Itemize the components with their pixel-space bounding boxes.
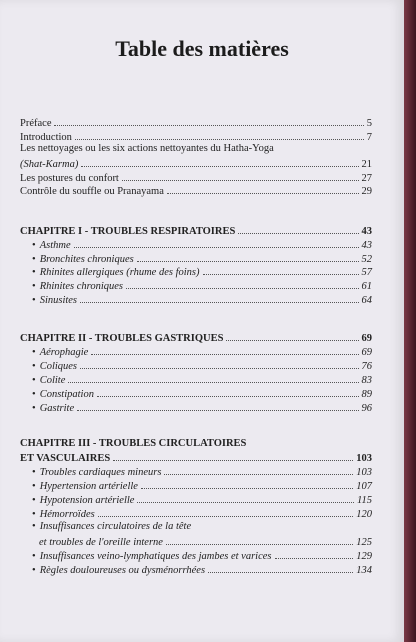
toc-subentry-label: Hémorroïdes <box>39 509 95 520</box>
toc-subentry <box>39 535 372 549</box>
leader-dots <box>126 279 359 289</box>
toc-subentry-page: 134 <box>356 565 372 576</box>
toc-subentry <box>32 479 372 493</box>
leader-dots <box>122 171 359 181</box>
leader-dots <box>164 465 353 475</box>
bullet-icon: • <box>32 361 36 372</box>
toc-subentry-label: Insuffisances circulatoires de la tête <box>39 521 192 532</box>
toc-subentry-label: Hypertension artérielle <box>39 481 138 492</box>
toc-subentry <box>32 507 372 521</box>
leader-dots <box>137 252 359 262</box>
toc-subentry <box>32 493 372 507</box>
toc-subentry-page: 52 <box>361 254 372 265</box>
toc-subentry-label-line2: et troubles de l'oreille interne <box>39 537 163 548</box>
leader-dots <box>98 507 354 517</box>
toc-subentry-label: Aérophagie <box>39 347 89 358</box>
toc-subentry-page: 69 <box>361 347 372 358</box>
toc-entry <box>20 171 372 185</box>
toc-entry-page: 27 <box>361 173 372 184</box>
bullet-icon: • <box>32 467 36 478</box>
bullet-icon: • <box>32 481 36 492</box>
toc-entry-page: 7 <box>366 132 372 143</box>
toc-subentry <box>32 252 372 266</box>
leader-dots <box>97 387 359 397</box>
toc-entry <box>20 184 372 198</box>
chapter-page: 43 <box>361 226 372 237</box>
leader-dots <box>141 479 353 489</box>
toc-subentry-label: Bronchites chroniques <box>39 254 134 265</box>
toc-subentry-page: 57 <box>361 267 372 278</box>
bullet-icon: • <box>32 281 36 292</box>
toc-subentry <box>32 563 372 577</box>
toc-entry <box>20 157 372 171</box>
toc-subentry <box>32 238 372 252</box>
toc-entry-page: 29 <box>361 186 372 197</box>
toc-entry-page: 5 <box>366 118 372 129</box>
chapter-heading <box>20 331 372 345</box>
toc-subentry <box>32 373 372 387</box>
toc-subentry-page: 43 <box>361 240 372 251</box>
toc-subentry-page: 103 <box>356 467 372 478</box>
toc-subentry <box>32 549 372 563</box>
toc-subentry <box>32 345 372 359</box>
leader-dots <box>77 401 358 411</box>
toc-subentry-page: 89 <box>361 389 372 400</box>
chapter-page: 69 <box>361 333 372 344</box>
toc-entry-label: Contrôle du souffle ou Pranayama <box>20 186 164 197</box>
leader-dots <box>80 293 358 303</box>
leader-dots <box>208 563 353 573</box>
toc-subentry-page: 96 <box>361 403 372 414</box>
leader-dots <box>238 224 358 234</box>
toc-entry <box>20 116 372 130</box>
toc-subentry-label: Règles douloureuses ou dysménorrhées <box>39 565 206 576</box>
toc-subentry-label: Rhinites chroniques <box>39 281 123 292</box>
bullet-icon: • <box>32 403 36 414</box>
toc-subentry-label: Constipation <box>39 389 94 400</box>
bullet-icon: • <box>32 495 36 506</box>
bullet-icon: • <box>32 347 36 358</box>
leader-dots <box>68 373 358 383</box>
toc-entry-label: Préface <box>20 118 52 129</box>
toc-subentry-label: Insuffisances veino-lymphatiques des jambes et varices <box>39 551 272 562</box>
toc-subentry-page: 107 <box>356 481 372 492</box>
chapter-page: 103 <box>356 453 372 464</box>
toc-subentry-label: Asthme <box>39 240 71 251</box>
toc-entry-page: 21 <box>361 159 372 170</box>
toc-subentry <box>32 265 372 279</box>
leader-dots <box>75 130 364 140</box>
chapter-title: CHAPITRE I - TROUBLES RESPIRATOIRES <box>20 226 236 237</box>
bullet-icon: • <box>32 240 36 251</box>
toc-subentry-label: Hypotension artérielle <box>39 495 135 506</box>
toc-subentry-label: Colite <box>39 375 66 386</box>
toc-subentry-label: Troubles cardiaques mineurs <box>39 467 162 478</box>
bullet-icon: • <box>32 551 36 562</box>
leader-dots <box>80 359 358 369</box>
toc-subentry-page: 64 <box>361 295 372 306</box>
bullet-icon: • <box>32 254 36 265</box>
toc-subentry-page: 115 <box>357 495 372 506</box>
toc-entry <box>20 130 372 144</box>
leader-dots <box>226 331 358 341</box>
chapter-title-line2: ET VASCULAIRES <box>20 453 111 464</box>
toc-subentry <box>32 279 372 293</box>
chapter-title: CHAPITRE II - TROUBLES GASTRIQUES <box>20 333 224 344</box>
toc-entry-label: Introduction <box>20 132 72 143</box>
bullet-icon: • <box>32 565 36 576</box>
toc-entry-label: Les postures du confort <box>20 173 119 184</box>
bullet-icon: • <box>32 267 36 278</box>
toc-entry-label-line1: Les nettoyages ou les six actions nettoyantes du Hatha-Yoga <box>20 143 274 154</box>
toc-subentry <box>32 465 372 479</box>
toc-subentry-label: Rhinites allergiques (rhume des foins) <box>39 267 200 278</box>
leader-dots <box>275 549 354 559</box>
toc-subentry <box>32 293 372 307</box>
toc-subentry-page: 120 <box>356 509 372 520</box>
leader-dots <box>167 184 359 194</box>
toc-entry-label-line2: (Shat-Karma) <box>20 159 79 170</box>
leader-dots <box>54 116 363 126</box>
bullet-icon: • <box>32 295 36 306</box>
bullet-icon: • <box>32 509 36 520</box>
chapter-heading <box>20 451 372 465</box>
toc-subentry <box>32 359 372 373</box>
toc-subentry <box>32 401 372 415</box>
toc-subentry-page: 83 <box>361 375 372 386</box>
toc-subentry <box>32 387 372 401</box>
toc-subentry-label: Gastrite <box>39 403 75 414</box>
toc-subentry-label-line1 <box>32 521 191 533</box>
toc-subentry-page: 129 <box>356 551 372 562</box>
bullet-icon: • <box>32 521 36 532</box>
leader-dots <box>137 493 354 503</box>
bullet-icon: • <box>32 389 36 400</box>
toc-subentry-page: 125 <box>356 537 372 548</box>
toc-subentry-label: Sinusites <box>39 295 78 306</box>
chapter-heading <box>20 224 372 238</box>
leader-dots <box>81 157 358 167</box>
chapter-title-line1: CHAPITRE III - TROUBLES CIRCULATOIRES <box>20 438 247 449</box>
book-cover-edge <box>404 0 416 642</box>
leader-dots <box>91 345 358 355</box>
page-title: Table des matières <box>115 36 289 61</box>
toc-subentry-page: 76 <box>361 361 372 372</box>
leader-dots <box>203 265 359 275</box>
toc-subentry-page: 61 <box>361 281 372 292</box>
leader-dots <box>166 535 353 545</box>
leader-dots <box>74 238 359 248</box>
bullet-icon: • <box>32 375 36 386</box>
leader-dots <box>113 451 353 461</box>
toc-subentry-label: Coliques <box>39 361 78 372</box>
